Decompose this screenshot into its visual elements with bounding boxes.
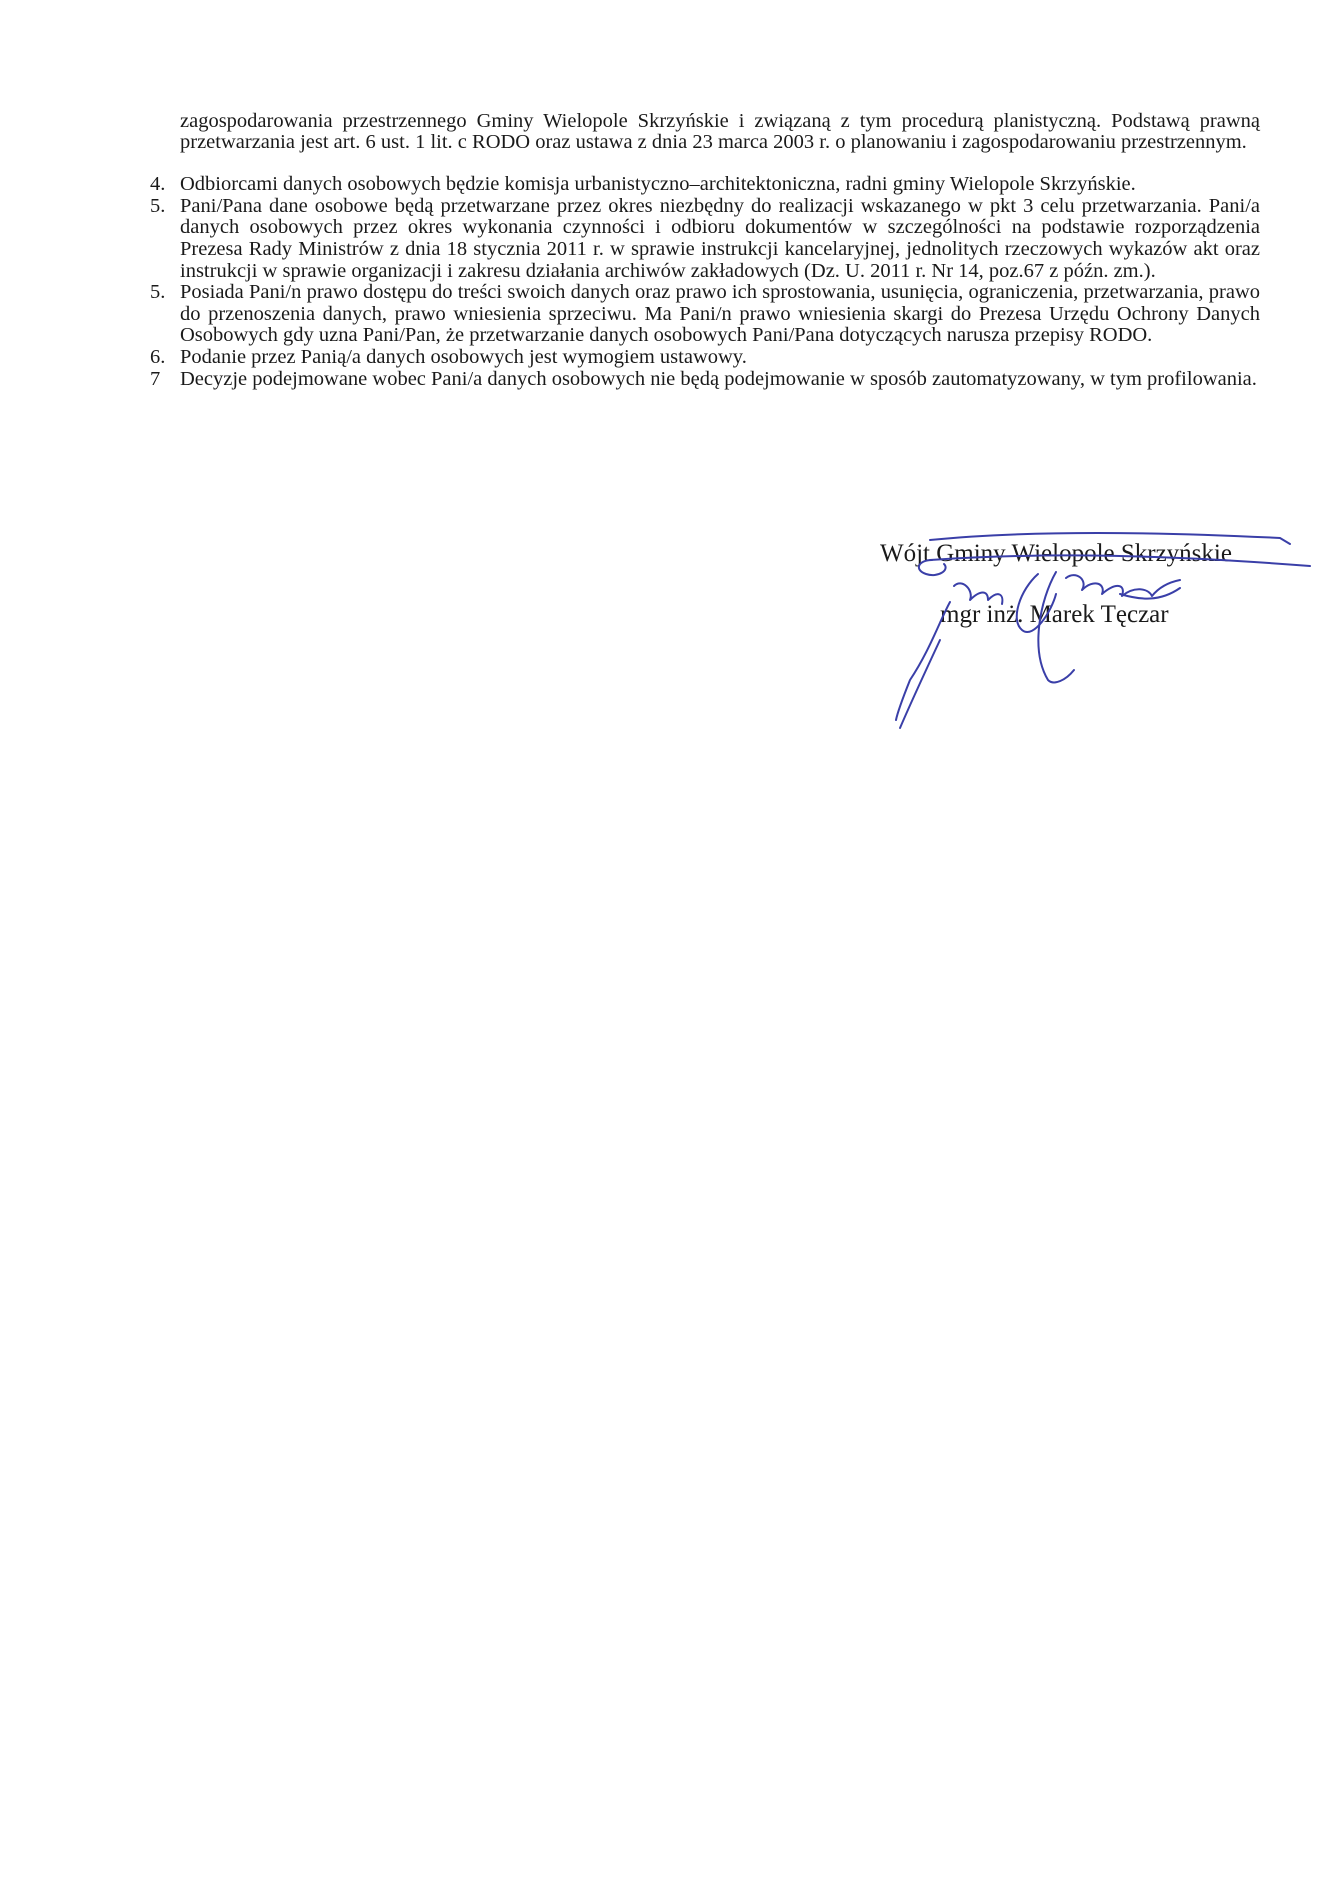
list-item-number: 4. — [150, 173, 166, 196]
list-item — [150, 369, 1260, 391]
list-item-number: 5. — [150, 281, 166, 304]
list-item-number: 5. — [150, 194, 166, 217]
handwritten-signature — [870, 530, 1330, 740]
list-item-text: Pani/Pana dane osobowe będą przetwarzane przez okres niezbędny do realizacji wskazanego w pkt 3 celu przetwarzania. Pani/a danych osobowych przez okres wykonania czynności i odbioru dokumentów w szczególności na podstawie rozporządzenia Prezesa Rady Ministrów z dnia 18 stycznia 2011 r. w sprawie instrukcji kancelaryjnej, jednolitych rzeczowych wykazów akt oraz instrukcji w sprawie organizacji i zakresu działania archiwów zakładowych (Dz. U. 2011 r. Nr 14, poz.67 z późn. zm.). — [180, 194, 1260, 282]
list-item-text: Decyzje podejmowane wobec Pani/a danych osobowych nie będą podejmowanie w sposób zautomatyzowany, w tym profilowania. — [180, 367, 1257, 390]
list-item-text: Podanie przez Panią/a danych osobowych jest wymogiem ustawowy. — [180, 345, 747, 368]
signatory-title: Wójt Gminy Wielopole Skrzyńskie — [880, 540, 1232, 567]
list-item — [150, 196, 1260, 282]
list-item-text: Posiada Pani/n prawo dostępu do treści swoich danych oraz prawo ich sprostowania, usunięcia, ograniczenia, przetwarzania, prawo do przenoszenia danych, prawo wniesienia sprzeciwu. Ma Pani/n prawo wniesienia skargi do Prezesa Urzędu Ochrony Danych Osobowych gdy uzna Pani/Pan, że przetwarzanie danych osobowych Pani/Pana dotyczących narusza przepisy RODO. — [180, 281, 1260, 347]
list-item-text: Odbiorcami danych osobowych będzie komisja urbanistyczno–architektoniczna, radni gminy Wielopole Skrzyńskie. — [180, 173, 1136, 196]
document-body — [150, 90, 1260, 390]
list-item-number: 7 — [150, 367, 161, 390]
list-item — [150, 174, 1260, 196]
list-item — [150, 282, 1260, 347]
signatory-name: mgr inż. Marek Tęczar — [940, 601, 1169, 628]
signature-block — [870, 530, 1300, 740]
list-item-number: 6. — [150, 345, 166, 368]
intro-paragraph: zagospodarowania przestrzennego Gminy Wielopole Skrzyńskie i związaną z tym procedurą planistyczną. Podstawą prawną przetwarzania jest art. 6 ust. 1 lit. c RODO oraz ustawa z dnia 23 marca 2003 r. o planowaniu i zagospodarowaniu przestrzennym. — [180, 109, 1260, 154]
list-item — [150, 347, 1260, 369]
